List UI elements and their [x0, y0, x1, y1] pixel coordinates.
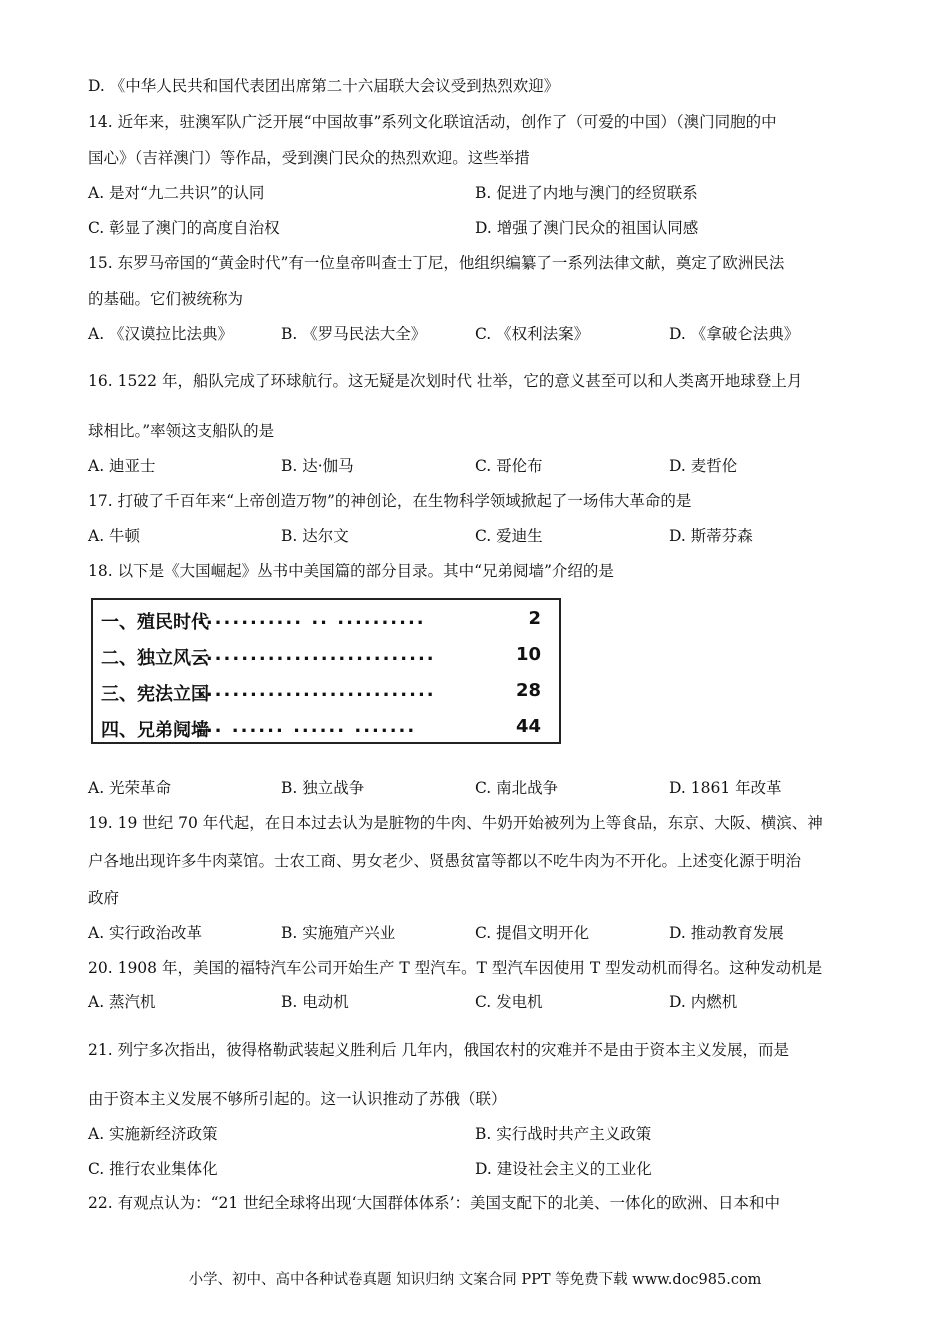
q21-option-c: C. 推行农业集体化	[88, 1160, 218, 1178]
option-d-line: D. 《中华人民共和国代表团出席第二十六届联大会议受到热烈欢迎》	[88, 77, 560, 95]
toc-dots: ............ .. ..........	[197, 608, 426, 629]
question-21-line-2: 由于资本主义发展不够所引起的。这一认识推动了苏俄（联）	[88, 1090, 507, 1108]
question-18-line: 18. 以下是《大国崛起》丛书中美国篇的部分目录。其中“兄弟阋墙”介绍的是	[88, 562, 614, 580]
question-14-line-1: 14. 近年来，驻澳军队广泛开展“中国故事”系列文化联谊活动，创作了（可爱的中国）（澳门同胞的中	[88, 113, 777, 131]
question-19-line-3: 政府	[88, 889, 120, 907]
page-footer: 小学、初中、高中各种试卷真题 知识归纳 文案合同 PPT 等免费下载 www.doc985.com	[188, 1272, 762, 1288]
toc-row	[101, 714, 541, 742]
q17-option-d: D. 斯蒂芬森	[669, 527, 753, 545]
question-20-line: 20. 1908 年，美国的福特汽车公司开始生产 T 型汽车。T 型汽车因使用 T 型发动机而得名。这种发动机是	[88, 959, 823, 977]
toc-page-number: 44	[515, 716, 541, 737]
q15-option-c: C. 《权利法案》	[475, 325, 590, 343]
toc-dots: ...........................	[197, 680, 436, 701]
q19-option-d: D. 推动教育发展	[669, 924, 784, 942]
toc-box	[91, 598, 561, 744]
q17-option-b: B. 达尔文	[281, 527, 349, 545]
question-15-line-2: 的基础。它们被统称为	[88, 290, 244, 308]
question-19-line-2: 户各地出现许多牛肉菜馆。士农工商、男女老少、贤愚贫富等都以不吃牛肉为不开化。上述变化源于明治	[88, 852, 802, 870]
toc-page-number: 28	[515, 680, 541, 701]
q16-option-d: D. 麦哲伦	[669, 457, 738, 475]
q18-option-c: C. 南北战争	[475, 779, 559, 797]
toc-title: 一、殖民时代	[101, 612, 209, 633]
q21-option-d: D. 建设社会主义的工业化	[475, 1160, 652, 1178]
question-21-line-1: 21. 列宁多次指出，彼得格勒武装起义胜利后 几年内，俄国农村的灾难并不是由于资本主义发展，而是	[88, 1041, 790, 1059]
toc-page-number: 2	[528, 608, 541, 629]
toc-title: 三、宪法立国	[101, 684, 209, 705]
question-15-line-1: 15. 东罗马帝国的“黄金时代”有一位皇帝叫查士丁尼，他组织编纂了一系列法律文献，奠定了欧洲民法	[88, 254, 785, 272]
toc-dots: ...........................	[197, 644, 436, 665]
q16-option-a: A. 迪亚士	[88, 457, 156, 475]
q16-option-c: C. 哥伦布	[475, 457, 543, 475]
question-17-line: 17. 打破了千百年来“上帝创造万物”的神创论，在生物科学领域掀起了一场伟大革命的是	[88, 492, 692, 510]
question-22-line: 22. 有观点认为：“21 世纪全球将出现‘大国群体体系’：美国支配下的北美、一体化的欧洲、日本和中	[88, 1194, 781, 1212]
question-19-line-1: 19. 19 世纪 70 年代起，在日本过去认为是脏物的牛肉、牛奶开始被列为上等食品，东京、大阪、横滨、神	[88, 814, 823, 832]
q20-option-c: C. 发电机	[475, 993, 543, 1011]
toc-page-number: 10	[515, 644, 541, 665]
question-16-line-2: 球相比。”率领这支船队的是	[88, 422, 275, 440]
q21-option-a: A. 实施新经济政策	[88, 1125, 218, 1143]
toc-dots: ... ...... ...... .......	[197, 716, 417, 737]
q14-option-a: A. 是对“九二共识”的认同	[88, 184, 265, 202]
question-16-line-1: 16. 1522 年，船队完成了环球航行。这无疑是次划时代 壮举，它的意义甚至可以和人类离开地球登上月	[88, 372, 803, 390]
q17-option-a: A. 牛顿	[88, 527, 141, 545]
q15-option-a: A. 《汉谟拉比法典》	[88, 325, 234, 343]
q14-option-d: D. 增强了澳门民众的祖国认同感	[475, 219, 699, 237]
q15-option-d: D. 《拿破仑法典》	[669, 325, 800, 343]
question-14-line-2: 国心》（吉祥澳门）等作品，受到澳门民众的热烈欢迎。这些举措	[88, 149, 530, 167]
q19-option-b: B. 实施殖产兴业	[281, 924, 396, 942]
q19-option-c: C. 提倡文明开化	[475, 924, 590, 942]
q14-option-c: C. 彰显了澳门的高度自治权	[88, 219, 280, 237]
toc-row	[101, 678, 541, 706]
q17-option-c: C. 爱迪生	[475, 527, 543, 545]
toc-title: 四、兄弟阋墙	[101, 720, 209, 741]
q14-option-b: B. 促进了内地与澳门的经贸联系	[475, 184, 698, 202]
q20-option-a: A. 蒸汽机	[88, 993, 156, 1011]
q16-option-b: B. 达·伽马	[281, 457, 354, 475]
q18-option-d: D. 1861 年改革	[669, 779, 782, 797]
toc-row	[101, 606, 541, 634]
q19-option-a: A. 实行政治改革	[88, 924, 203, 942]
q15-option-b: B. 《罗马民法大全》	[281, 325, 427, 343]
toc-row	[101, 642, 541, 670]
q18-option-a: A. 光荣革命	[88, 779, 172, 797]
q20-option-b: B. 电动机	[281, 993, 349, 1011]
q20-option-d: D. 内燃机	[669, 993, 738, 1011]
q18-option-b: B. 独立战争	[281, 779, 365, 797]
toc-title: 二、独立风云	[101, 648, 209, 669]
q21-option-b: B. 实行战时共产主义政策	[475, 1125, 652, 1143]
